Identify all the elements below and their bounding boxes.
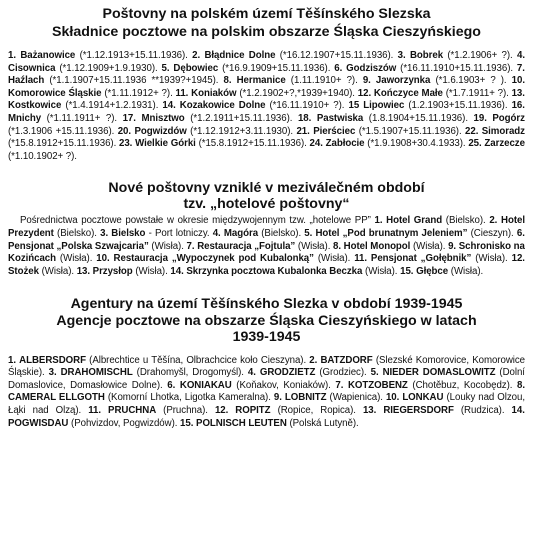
entry-name: ROPITZ (235, 404, 271, 416)
entry-note: (*1.2.1906+ ?). (447, 50, 513, 61)
section-title (6, 296, 527, 345)
entry-number: 14. (511, 404, 525, 416)
entry-item (123, 113, 293, 124)
entry-number: 9. (362, 75, 371, 87)
entry-name: Hermanice (236, 75, 286, 87)
entry-name: Bażanowice (20, 50, 76, 61)
entry-note: (Louky nad Olzou, Łąki nad Olzą). (8, 392, 525, 416)
entry-item (162, 63, 331, 74)
section-title-czech: Poštovny na polském území Těšínského Slezska (102, 6, 431, 22)
entry-note: (1.11.1910+ ?). (290, 75, 358, 87)
entry-name: Lipowiec (363, 100, 405, 112)
entry-item (100, 228, 209, 239)
entry-list (6, 215, 527, 278)
entry-name: KONIAKAU (179, 379, 232, 391)
entry-item (363, 75, 507, 86)
entry-note: (*16.11.1910+ ?). (269, 100, 345, 112)
entry-number: 6. (334, 62, 343, 74)
entry-note: (*15.8.1912+15.11.1936). (8, 138, 117, 150)
entry-number: 7. (186, 240, 195, 252)
entry-item (176, 88, 355, 99)
entry-number: 10. (511, 75, 525, 87)
entry-name: DRAHOMISCHL (60, 367, 133, 379)
entry-item (8, 50, 188, 61)
entry-name: Komorowice Śląskie (8, 87, 102, 99)
entry-item (374, 215, 485, 226)
entry-note: (*1.11.1911+ ?). (46, 112, 118, 124)
entry-item (213, 228, 301, 239)
entry-item (170, 266, 397, 277)
entry-note: (*16.12.1907+15.11.1936). (279, 50, 394, 61)
entry-name: Restauracja „Wypoczynek pod Kubalonką” (113, 253, 314, 265)
section-postal-branches (6, 6, 527, 163)
entry-note: (Wisła). (412, 240, 446, 252)
entry-name: Głębce (416, 265, 449, 277)
entry-number: 10. (385, 392, 400, 404)
entry-number: 12. (357, 87, 372, 99)
entry-note: (Chotěbuz, Kocobędz). (412, 379, 513, 391)
section-title (6, 180, 527, 212)
entry-name: Dębowiec (173, 62, 219, 74)
entry-name: Koniaków (191, 87, 237, 99)
entry-number: 2. (489, 215, 498, 227)
entry-number: 22. (465, 125, 479, 137)
entry-name: Zarzecze (484, 138, 525, 150)
entry-item (400, 266, 483, 277)
entry-number: 17. (122, 112, 136, 124)
entry-item (333, 241, 445, 252)
entry-name: Stożek (8, 265, 39, 277)
entry-number: 11. (175, 87, 189, 99)
entry-item (248, 367, 367, 378)
entry-note: (*16.11.1910+15.11.1936). (400, 62, 514, 74)
entry-item (180, 418, 359, 429)
entry-note: (Wisła). (317, 253, 351, 265)
entry-note: (*1.12.1912+3.11.1930). (190, 125, 294, 137)
entry-note: (Bielsko). (57, 227, 97, 239)
entry-note: (*1.5.1907+15.11.1936). (358, 125, 462, 137)
entry-note: (Polská Lutyně). (289, 417, 359, 429)
entry-number: 25. (468, 138, 482, 150)
entry-name: Przysłop (92, 265, 133, 277)
entry-item (167, 380, 330, 391)
entry-note: (*1.3.1906 +15.11.1936). (8, 125, 115, 137)
section-title-polish: Składnice pocztowe na polskim obszarze Śląska Cieszyńskiego (52, 24, 481, 40)
entry-item (354, 253, 507, 264)
entry-number: 9. (273, 392, 282, 404)
entry-note: (*1.9.1908+30.4.1933). (367, 138, 466, 150)
entry-note: - Port lotniczy. (148, 227, 210, 239)
entry-item (274, 392, 383, 403)
entry-number: 1. (8, 50, 16, 61)
entry-name: Jaworzynka (375, 75, 431, 87)
entry-note: (Bielsko). (261, 227, 302, 239)
entry-note: (Drahomyšl, Drogomyśl). (136, 367, 244, 379)
entry-number: 11. (354, 253, 367, 265)
entry-item (398, 50, 513, 61)
entry-name: Bobrek (409, 50, 444, 61)
entry-note: (Dolní Domaslovice, Domasłowice Dolne). (8, 367, 525, 391)
entry-name: Haźlach (8, 75, 45, 87)
entry-note: (Cieszyn). (470, 227, 514, 239)
entry-number: 8. (223, 75, 232, 87)
entry-name: Schronisko na Kozińcach (8, 240, 525, 265)
entry-name: Restauracja „Fojtula” (197, 240, 296, 252)
entry-name: LOBNITZ (284, 392, 327, 404)
entry-number: 12. (511, 253, 525, 265)
section-title-czech: Agentury na území Těšínského Slezka v období 1939-1945 (70, 296, 463, 313)
entry-number: 5. (304, 227, 313, 239)
entry-number: 23. (118, 138, 133, 150)
entry-note: (Rudzica). (460, 404, 505, 416)
entry-name: Hotel Grand (386, 215, 443, 227)
entry-number: 4. (212, 227, 221, 239)
entry-name: Hotel Prezydent (8, 215, 525, 239)
entry-number: 1. (374, 215, 383, 227)
entry-name: Mnichy (8, 112, 42, 124)
entry-name: Hotel „Pod brunatnym Jeleniem” (315, 227, 468, 239)
entry-note: (Ropice, Ropica). (277, 404, 356, 416)
entry-item (8, 355, 306, 366)
entry-note: (Wisła). (151, 240, 184, 252)
entry-note: (Wisła). (135, 265, 168, 277)
entry-note: (Wisła). (297, 240, 331, 252)
entry-name: Pastwiska (316, 112, 364, 124)
entry-note: (*1.4.1914+1.2.1931). (65, 100, 159, 112)
entry-name: Pierściec (313, 125, 356, 137)
section-postal-agencies (6, 296, 527, 430)
entry-note: (Wisła). (59, 253, 93, 265)
entry-number: 2. (192, 50, 201, 61)
entry-item (224, 75, 358, 86)
entry-note: (Wisła). (41, 265, 75, 277)
entry-name: BATZDORF (320, 354, 373, 366)
entry-note: (*1.10.1902+ ?). (8, 150, 77, 162)
entry-number: 6. (167, 379, 176, 391)
entry-name: Wielkie Górki (135, 138, 196, 150)
entry-note: (1.8.1904+15.11.1936). (368, 112, 468, 124)
section-title-years: 1939-1945 (232, 329, 301, 346)
entry-name: Cisownica (8, 62, 56, 74)
entry-item (310, 138, 466, 149)
entry-name: Pogórz (492, 112, 525, 124)
section-title-czech: Nové poštovny vzniklé v meziválečném období (108, 180, 425, 197)
section-hotel-post-offices (6, 180, 527, 278)
entry-item (215, 405, 356, 416)
entry-number: 3. (100, 227, 109, 239)
entry-name: Pensjonat „Polska Szwajcaria” (8, 240, 149, 252)
entry-name: CAMERAL ELLGOTH (8, 392, 105, 404)
entry-note: (*1.1.1907+15.11.1936 **1939?+1945). (49, 75, 219, 87)
entry-number: 14. (170, 265, 184, 277)
entry-name: POGWISDAU (8, 417, 69, 429)
entry-item (296, 126, 461, 137)
entry-note: (Albrechtice u Těšína, Olbrachcice koło Cieszyna). (89, 354, 307, 366)
entry-note: (*1.6.1903+ ? ). (435, 75, 507, 87)
entry-item (119, 138, 307, 149)
entry-name: Zabłocie (325, 138, 365, 150)
entry-note: (*1.12.1909+1.9.1930). (59, 62, 158, 74)
entry-item (304, 228, 513, 239)
entry-number: 2. (309, 354, 318, 366)
entry-item (334, 63, 513, 74)
entry-note: (1.2.1903+15.11.1936). (408, 100, 508, 112)
entry-note: (Pohvizdov, Pogwizdów). (71, 417, 178, 429)
entry-name: Mnisztwo (141, 112, 185, 124)
entry-item (335, 380, 512, 391)
entry-name: ALBERSDORF (19, 354, 86, 366)
entry-item (118, 126, 293, 137)
entry-name: Magóra (223, 227, 259, 239)
entry-name: Skrzynka pocztowa Kubalonka Beczka (186, 265, 363, 277)
entry-number: 10. (96, 253, 110, 265)
entry-number: 7. (516, 62, 525, 74)
entry-item (192, 50, 393, 61)
entry-note: (Wisła). (475, 253, 508, 265)
entry-number: 15. (180, 417, 194, 429)
entry-note: (Koňakov, Koniaków). (236, 379, 331, 391)
entry-note: (*1.7.1911+ ?). (445, 87, 509, 99)
entry-list (6, 50, 527, 163)
entry-number: 16. (511, 100, 525, 112)
entry-number: 14. (162, 100, 176, 112)
entry-number: 4. (517, 50, 525, 61)
entry-name: Simoradz (481, 125, 525, 137)
entry-number: 12. (214, 404, 229, 416)
entry-item (49, 367, 244, 378)
section-title-polish: Agencje pocztowe na obszarze Śląska Cieszyńskiego w latach (56, 312, 477, 329)
entry-item (349, 100, 508, 111)
entry-item (358, 88, 509, 99)
entry-note: (Wisła). (450, 265, 484, 277)
entry-number: 7. (335, 379, 344, 391)
entry-note: (*1.2.1911+15.11.1936). (190, 112, 293, 124)
entry-number: 13. (76, 265, 91, 277)
entry-number: 18. (297, 112, 312, 124)
entry-number: 24. (309, 138, 323, 150)
entry-note: (*15.8.1912+15.11.1936). (198, 138, 307, 150)
entry-name: KOTZOBENZ (347, 379, 408, 391)
entry-name: Pensjonat „Gołębnik” (370, 253, 472, 265)
section-intro: Pośrednictwa pocztowe powstałe w okresie międzywojennym tzw. „hotelowe PP” (20, 215, 371, 227)
entry-note: (Komorní Lhotka, Ligotka Kameralna). (107, 392, 271, 404)
entry-number: 20. (117, 125, 132, 137)
entry-note: (Grodziec). (319, 367, 367, 379)
entry-note: (Slezské Komorovice, Komorowice Śląskie). (8, 354, 525, 379)
entry-number: 8. (517, 379, 525, 391)
section-title (6, 6, 527, 40)
entry-item (162, 100, 344, 111)
entry-name: RIEGERSDORF (383, 404, 454, 416)
entry-number: 13. (362, 404, 377, 416)
entry-number: 6. (516, 227, 525, 239)
entry-number: 3. (397, 50, 406, 61)
entry-name: Pogwizdów (134, 125, 187, 137)
entry-item (298, 113, 468, 124)
entry-item (77, 266, 168, 277)
entry-note: (Wapienica). (329, 392, 383, 404)
entry-item (187, 241, 331, 252)
entry-name: Godziszów (346, 62, 397, 74)
entry-number: 15 (348, 100, 360, 112)
entry-number: 4. (247, 367, 256, 379)
entry-number: 13. (511, 87, 525, 99)
entry-name: LONKAU (402, 392, 444, 404)
entry-name: GRODZIETZ (259, 367, 316, 379)
entry-note: (*1.11.1912+ ?). (104, 87, 173, 99)
entry-item (88, 405, 208, 416)
entry-name: Kozakowice Dolne (179, 100, 266, 112)
entry-item (363, 405, 505, 416)
entry-note: (Bielsko). (445, 215, 486, 227)
entry-number: 11. (88, 404, 102, 416)
entry-number: 5. (370, 367, 379, 379)
entry-note: (*1.12.1913+15.11.1936). (79, 50, 188, 61)
entry-list (6, 355, 527, 431)
entry-note: (Wisła). (365, 265, 398, 277)
entry-name: Kończyce Małe (373, 87, 443, 99)
entry-number: 8. (333, 240, 341, 252)
entry-name: NIEDER DOMASLOWITZ (382, 367, 496, 379)
entry-number: 19. (473, 112, 487, 124)
section-title-subtitle: tzv. „hotelové poštovny“ (183, 196, 350, 213)
entry-number: 21. (296, 125, 310, 137)
entry-number: 15. (400, 265, 414, 277)
entry-name: POLNISCH LEUTEN (196, 417, 287, 429)
entry-note: (Pruchna). (163, 404, 208, 416)
entry-name: Błądnice Dolne (204, 50, 276, 61)
entry-name: PRUCHNA (108, 404, 157, 416)
entry-number: 5. (161, 62, 170, 74)
entry-name: Bielsko (111, 227, 146, 239)
entry-name: Hotel Monopol (343, 240, 411, 252)
entry-number: 1. (8, 354, 16, 366)
entry-number: 3. (48, 367, 57, 379)
entry-name: Kostkowice (8, 100, 62, 112)
entry-note: (*1.2.1902+?,*1939+1940). (239, 87, 355, 99)
entry-item (96, 253, 350, 264)
entry-number: 9. (448, 240, 457, 252)
entry-note: (*16.9.1909+15.11.1936). (222, 62, 331, 74)
